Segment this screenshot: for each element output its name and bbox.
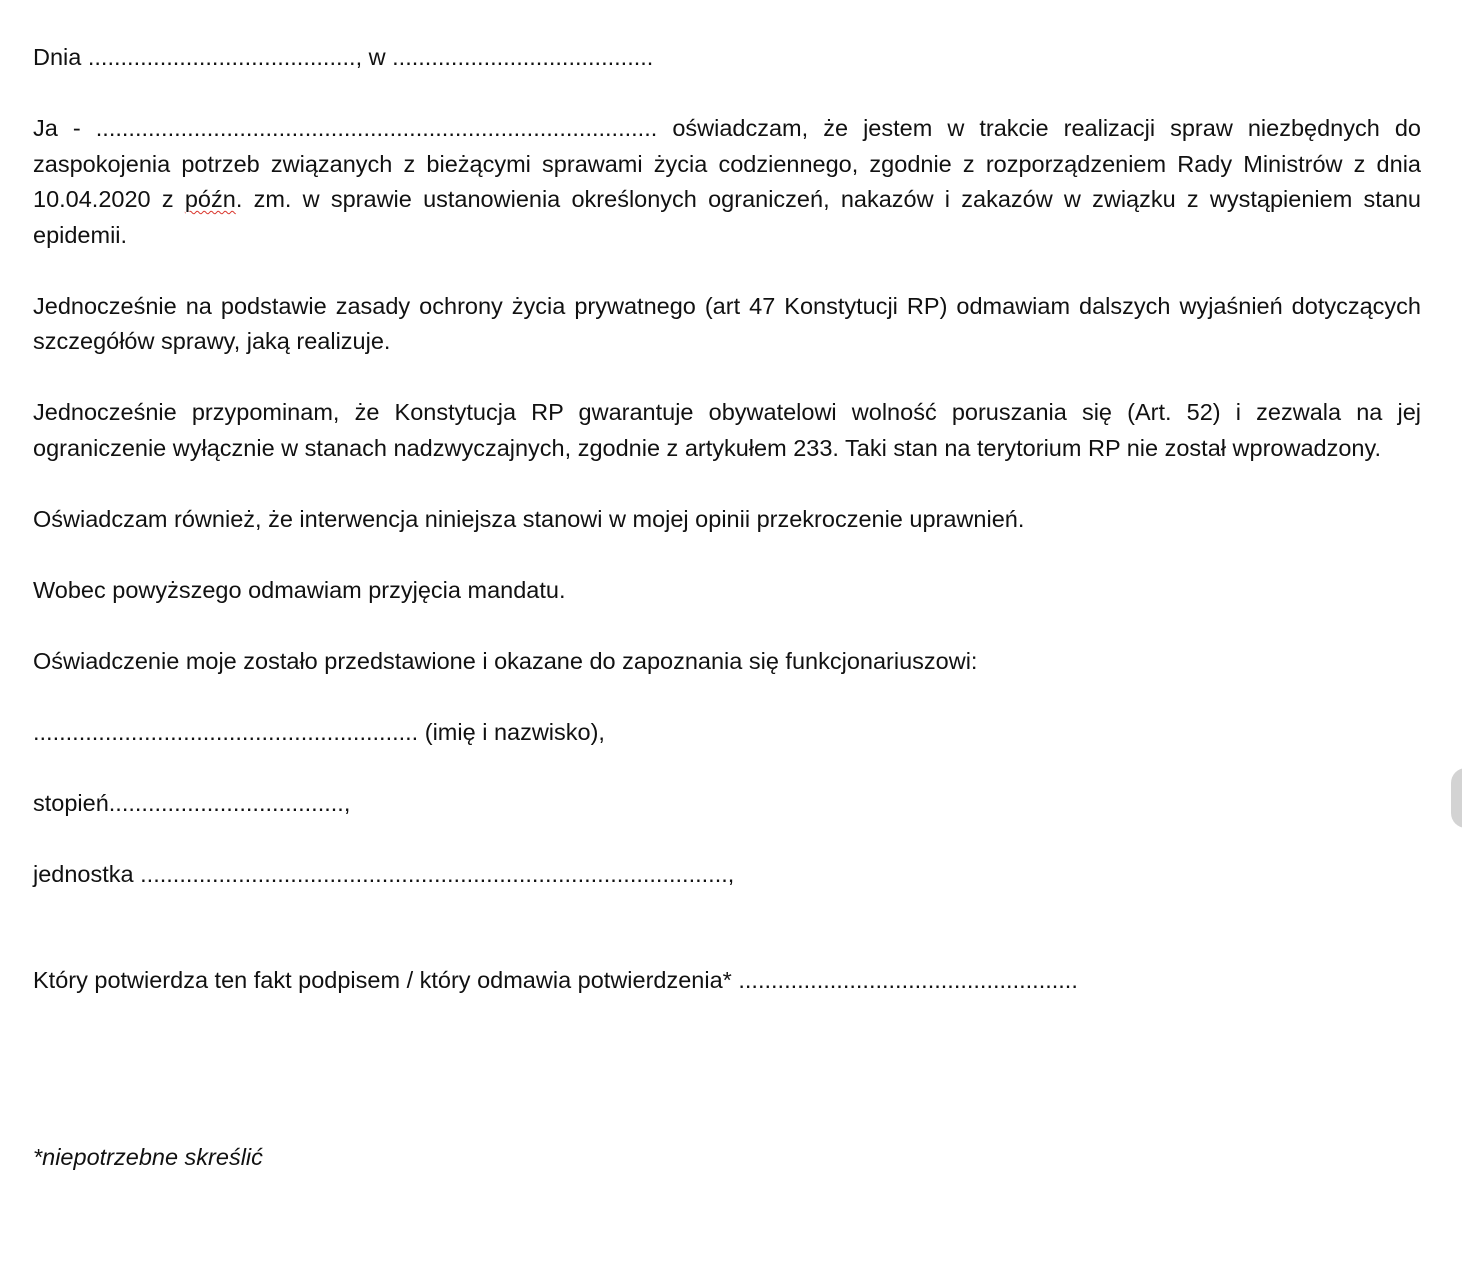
spacer — [33, 537, 1421, 573]
rank-line — [33, 786, 1421, 822]
intro-paragraph — [33, 111, 1421, 253]
intro-text: oświadczam, że jestem w trakcie realizacji spraw niezbędnych do zaspokojenia potrzeb związanych z bieżącymi sprawami życia codziennego, zgodnie z rozporządzeniem Rady Ministrów z dnia 10.04.2020 z — [33, 115, 1422, 212]
rank-blank: ...................................., — [108, 789, 351, 816]
officer-name-label: (imię i nazwisko), — [424, 718, 605, 745]
spacer — [33, 466, 1421, 502]
intro-prefix: Ja - — [33, 115, 81, 141]
document-page — [33, 40, 1421, 1175]
signature-label: Który potwierdza ten fakt podpisem / który odmawia potwierdzenia* — [33, 967, 732, 993]
privacy-paragraph: Jednocześnie na podstawie zasady ochrony życia prywatnego (art 47 Konstytucji RP) odmawiam dalszych wyjaśnień dotyczących szczegółów sprawy, jaką realizuje. — [33, 292, 1421, 354]
signature-line — [33, 963, 1421, 999]
unit-line — [33, 857, 1421, 893]
spacer — [33, 253, 1421, 289]
footnote: *niepotrzebne skreślić — [33, 1143, 263, 1170]
name-blank: ...................................................................................... — [95, 115, 658, 141]
scroll-handle[interactable] — [1451, 768, 1462, 828]
spacer — [33, 76, 1421, 112]
place-label: w — [368, 44, 386, 70]
spacer — [33, 360, 1421, 396]
unit-label: jednostka — [33, 860, 134, 887]
spacer — [33, 821, 1421, 857]
spacer — [33, 999, 1421, 1140]
date-label: Dnia — [33, 44, 82, 70]
overreach-paragraph: Oświadczam również, że interwencja niniejsza stanowi w mojej opinii przekroczenie uprawnień. — [33, 505, 1025, 532]
place-blank: ........................................ — [392, 44, 654, 70]
spacer — [33, 892, 1421, 963]
refusal-paragraph: Wobec powyższego odmawiam przyjęcia mandatu. — [33, 576, 566, 603]
spacer — [33, 679, 1421, 715]
date-line — [33, 40, 1421, 76]
signature-blank: .................................................... — [738, 967, 1078, 993]
date-blank: ........................................., — [87, 44, 363, 70]
spacer — [33, 750, 1421, 786]
freedom-paragraph: Jednocześnie przypominam, że Konstytucja RP gwarantuje obywatelowi wolność poruszania się (Art. 52) i zezwala na jej ograniczenie wyłącznie w stanach nadzwyczajnych, zgodnie z artykułem 233. Taki stan na terytorium RP nie został wprowadzony. — [33, 399, 1421, 461]
rank-label: stopień — [33, 789, 109, 816]
officer-name-blank: ........................................................... — [33, 718, 419, 745]
presented-paragraph: Oświadczenie moje zostało przedstawione i okazane do zapoznania się funkcjonariuszowi: — [33, 647, 978, 674]
unit-blank: .........................................................................................., — [140, 860, 735, 887]
intro-ending: . zm. w sprawie ustanowienia określonych ograniczeń, nakazów i zakazów w związku z wystąpieniem stanu epidemii. — [33, 186, 1421, 248]
spellcheck-flagged-word[interactable]: późn — [184, 186, 236, 212]
spacer — [33, 608, 1421, 644]
officer-name-line — [33, 715, 1421, 751]
